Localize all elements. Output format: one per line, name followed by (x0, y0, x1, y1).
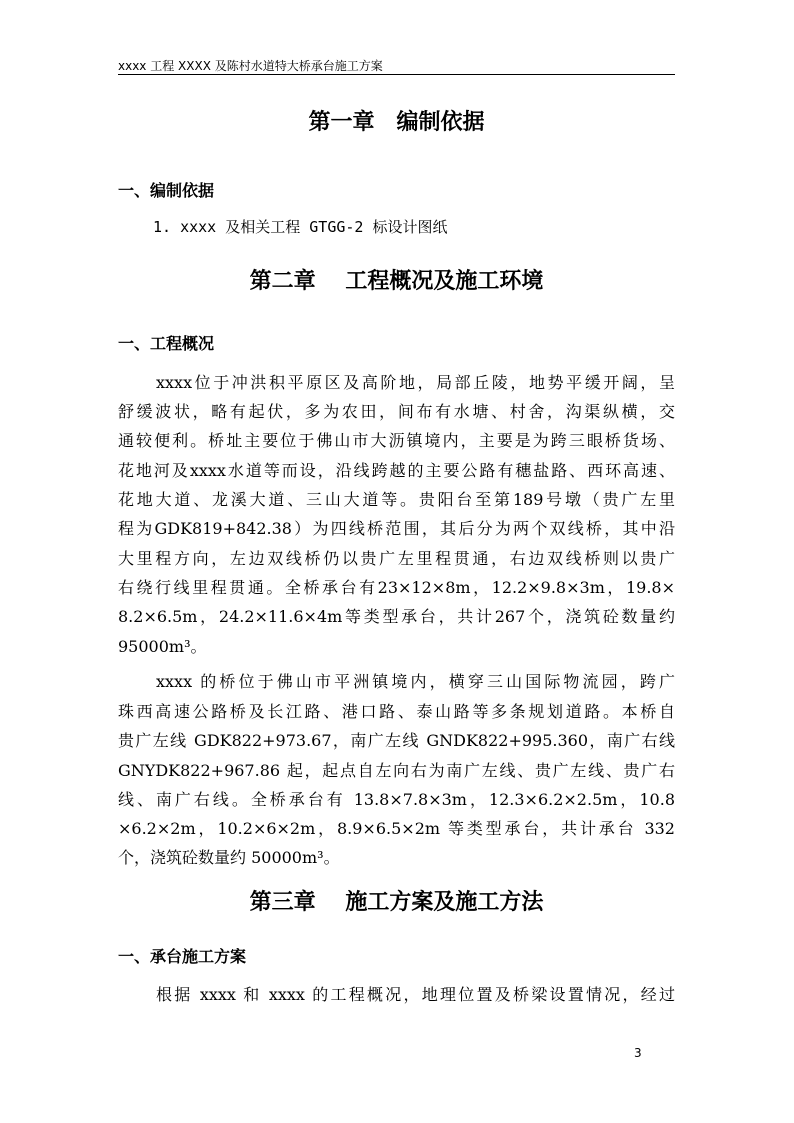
chapter-1-title: 第一章 编制依据 (308, 110, 485, 135)
paragraph-line: 个，浇筑砼数量约 50000m³。 (118, 848, 340, 867)
section-overview-heading: 一、工程概况 (118, 334, 215, 353)
paragraph-line: 花地河及xxxx水道等而设，沿线跨越的主要公路有穗盐路、西环高速、 (118, 461, 675, 480)
paragraph-line: 95000m³。 (118, 637, 207, 656)
chapter-3-title: 第三章 施工方案及施工方法 (249, 890, 544, 915)
page-number: 3 (634, 1046, 642, 1060)
section-plan-heading: 一、承台施工方案 (118, 947, 247, 966)
paragraph-line: 珠西高速公路桥及长江路、港口路、泰山路等多条规划道路。本桥自 (118, 702, 675, 721)
paragraph-line: 程为GDK819+842.38）为四线桥范围，其后分为两个双线桥，其中沿 (118, 519, 675, 538)
paragraph-line: 线、南广右线。全桥承台有 13.8×7.8×3m，12.3×6.2×2.5m，10.8 (118, 790, 675, 809)
paragraph-line: 通较便利。桥址主要位于佛山市大沥镇境内，主要是为跨三眼桥货场、 (118, 431, 675, 450)
paragraph-line: xxxx 的桥位于佛山市平洲镇境内，横穿三山国际物流园，跨广 (156, 672, 675, 691)
running-header: xxxx 工程 XXXX 及陈村水道特大桥承台施工方案 (118, 59, 383, 73)
paragraph-line: 根据 xxxx 和 xxxx 的工程概况，地理位置及桥梁设置情况，经过 (156, 985, 675, 1004)
paragraph-line: 贵广左线 GDK822+973.67，南广左线 GNDK822+995.360，南广右线 (118, 731, 675, 750)
paragraph-line: 舒缓波状，略有起伏，多为农田，间布有水塘、村舍，沟渠纵横，交 (118, 402, 675, 421)
paragraph-line: 大里程方向，左边双线桥仍以贵广左里程贯通，右边双线桥则以贵广 (118, 549, 675, 568)
header-rule (118, 74, 675, 75)
paragraph-line: 花地大道、龙溪大道、三山大道等。贵阳台至第189号墩（贵广左里 (118, 490, 675, 509)
section-basis-heading: 一、编制依据 (118, 181, 215, 200)
paragraph-line: 右绕行线里程贯通。全桥承台有23×12×8m，12.2×9.8×3m，19.8× (118, 578, 675, 597)
basis-list-item: 1. xxxx 及相关工程 GTGG-2 标设计图纸 (153, 218, 448, 236)
chapter-2-title: 第二章 工程概况及施工环境 (249, 269, 544, 294)
paragraph-line: xxxx位于冲洪积平原区及高阶地，局部丘陵，地势平缓开阔，呈 (156, 373, 675, 392)
paragraph-line: 8.2×6.5m，24.2×11.6×4m等类型承台，共计267个，浇筑砼数量约 (118, 607, 675, 626)
paragraph-line: GNYDK822+967.86 起，起点自左向右为南广左线、贵广左线、贵广右 (118, 761, 675, 780)
paragraph-line: ×6.2×2m，10.2×6×2m，8.9×6.5×2m 等类型承台，共计承台 332 (118, 819, 675, 838)
